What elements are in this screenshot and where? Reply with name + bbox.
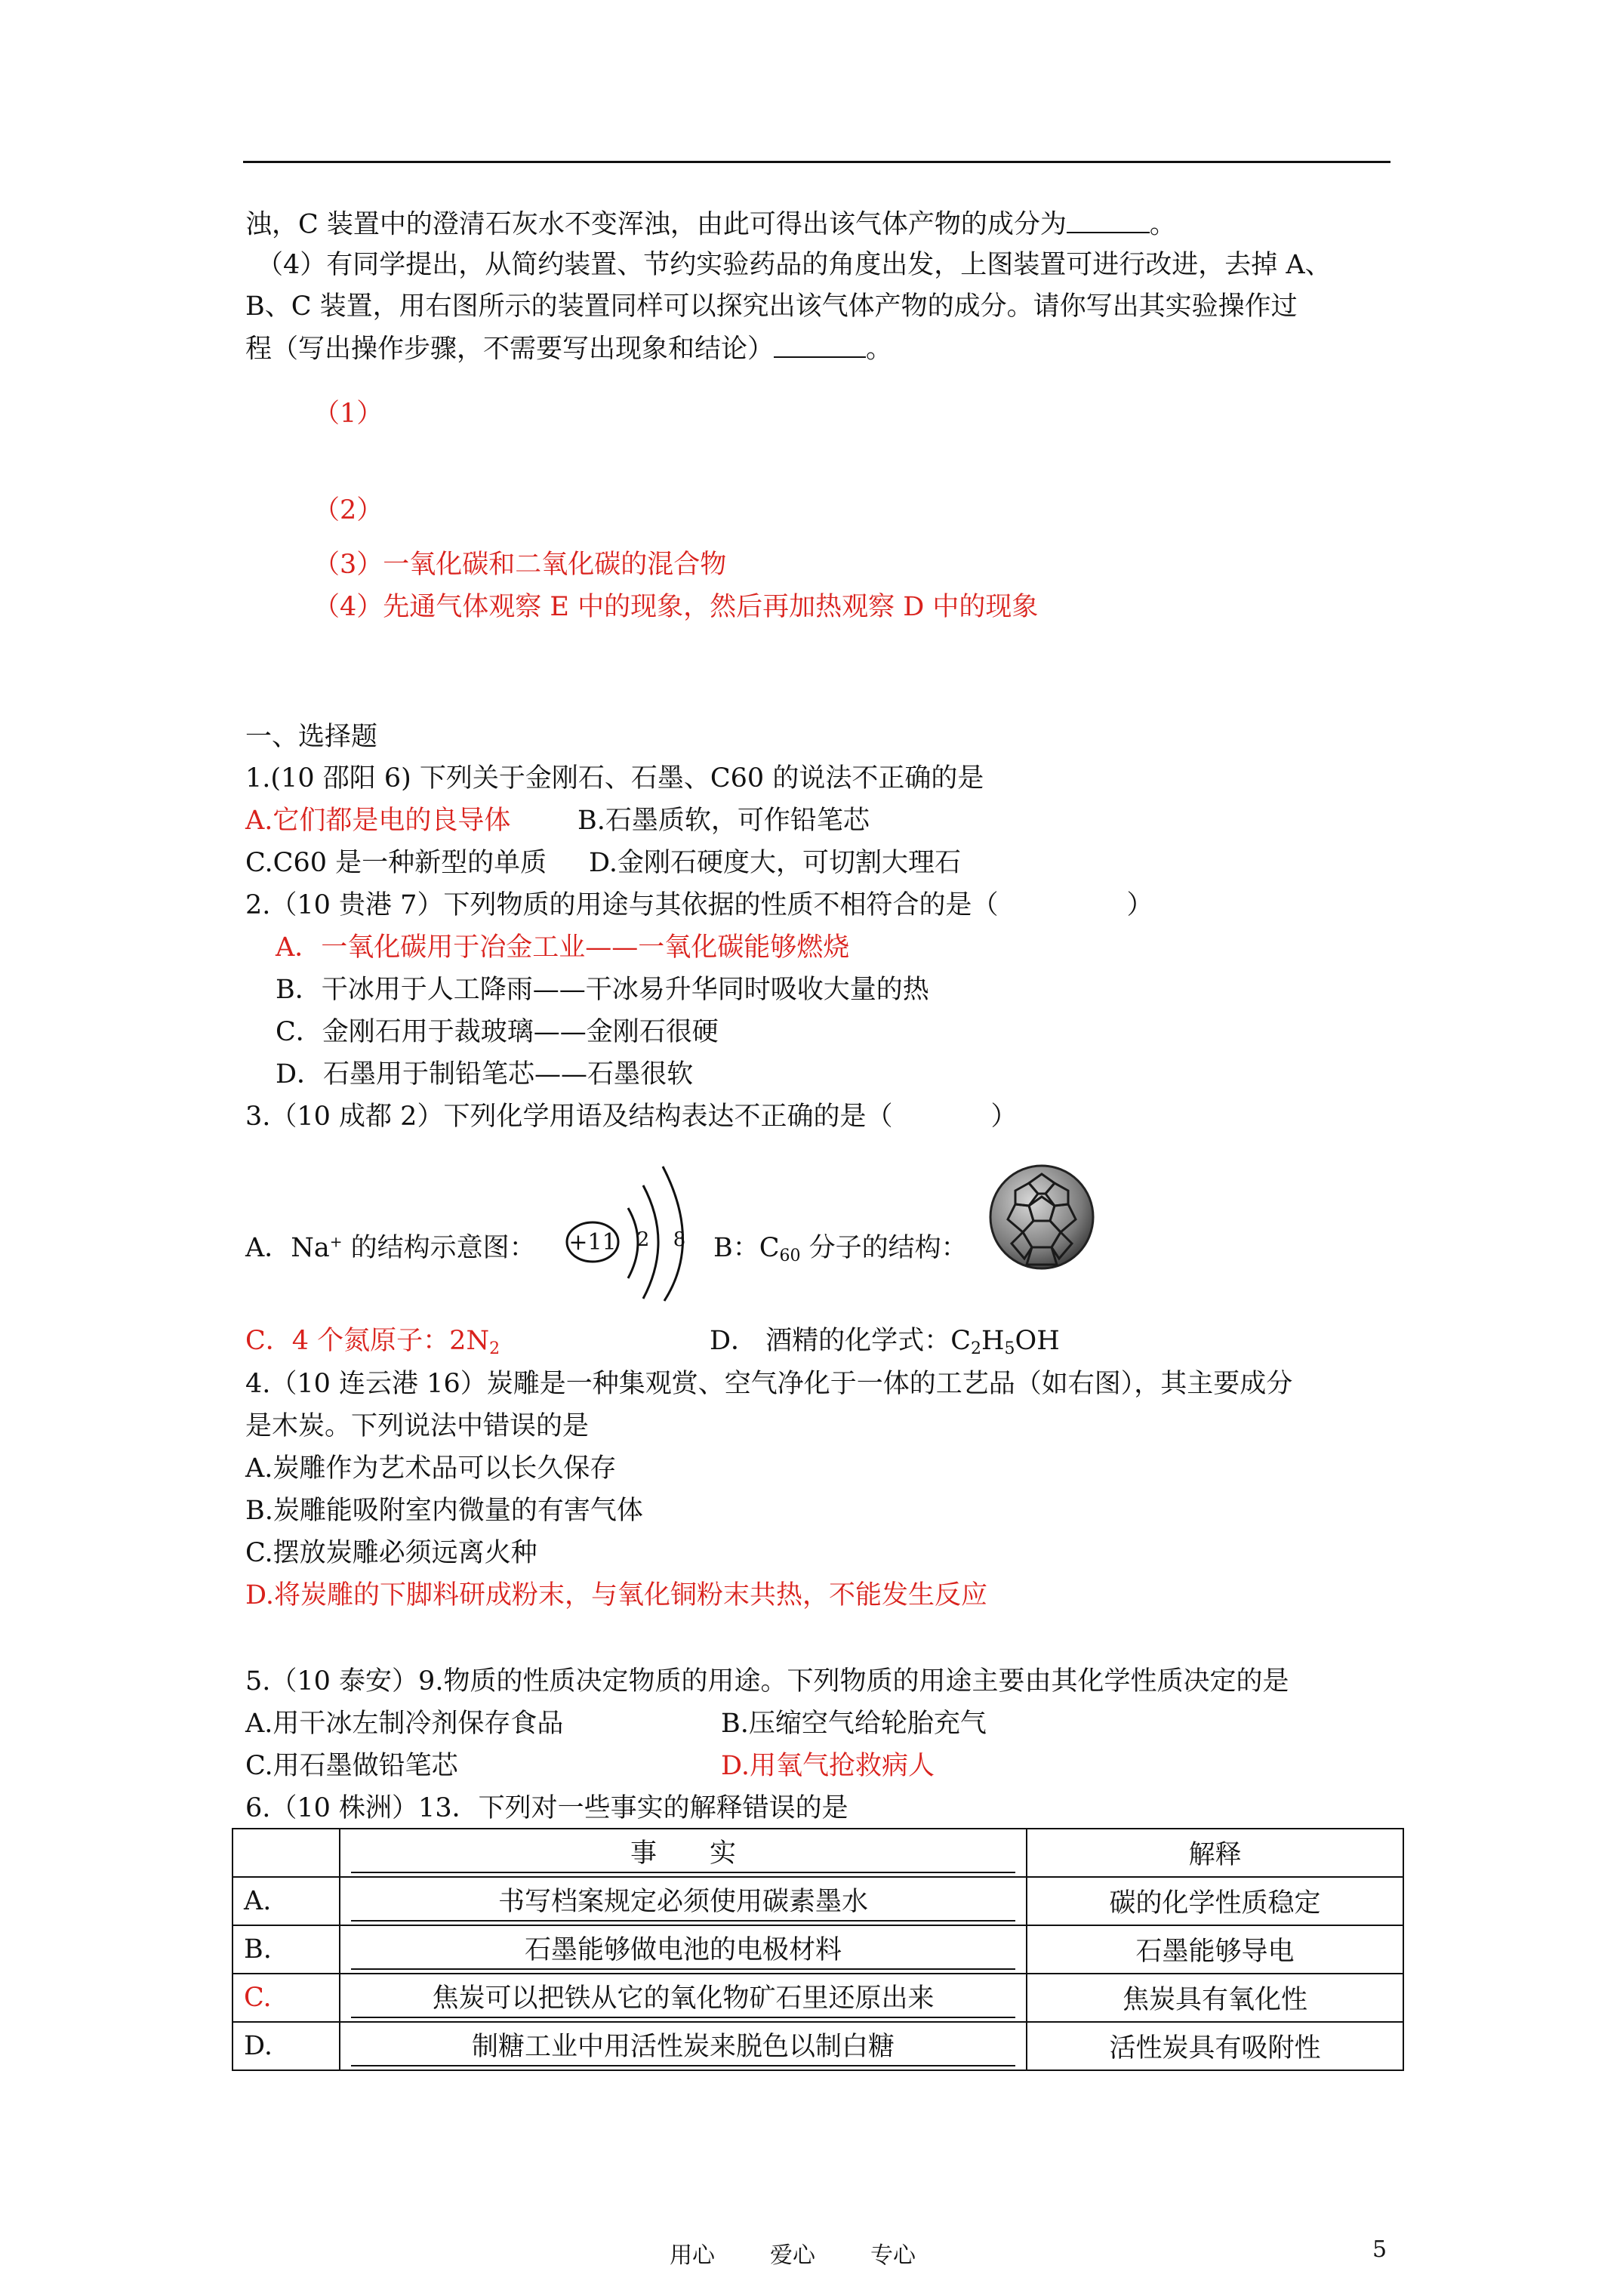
q3-b-suffix: 分子的结构： <box>800 1233 968 1263</box>
q3-a-charge: + <box>329 1232 343 1251</box>
answer-3: （3）一氧化碳和二氧化碳的混合物 <box>313 550 727 580</box>
shell-2-electrons: 8 <box>673 1228 686 1251</box>
row-fact: 石墨能够做电池的电极材料 <box>340 1925 1027 1974</box>
c60-molecule-image <box>985 1160 1098 1274</box>
table-row <box>233 1974 1403 2022</box>
q2-stem-end: ） <box>1126 890 1153 920</box>
row-fact: 制糖工业中用活性炭来脱色以制白糖 <box>340 2022 1027 2070</box>
q3-option-d <box>710 1325 1060 1359</box>
q5-stem: 5.（10 泰安）9.物质的性质决定物质的用途。下列物质的用途主要由其化学性质决定的是 <box>245 1666 1289 1697</box>
q3-c-subscript: 2 <box>489 1339 500 1358</box>
nucleus-label: +11 <box>568 1229 617 1256</box>
answer-blank <box>774 332 866 358</box>
q5-option-c: C.用石墨做铅笔芯 <box>245 1751 458 1781</box>
page-number: 5 <box>1372 2236 1387 2263</box>
table-row <box>233 1877 1403 1925</box>
q3-d-prefix: D． 酒精的化学式：C <box>710 1326 971 1356</box>
q4-stem-line-1: 4.（10 连云港 16）炭雕是一种集观赏、空气净化于一体的工艺品（如右图），其主要成分 <box>245 1369 1293 1399</box>
q2-option-d: D．石墨用于制铅笔芯——石墨很软 <box>276 1059 694 1089</box>
row-fact: 书写档案规定必须使用碳素墨水 <box>340 1877 1027 1925</box>
q1-option-b: B.石墨质软，可作铅笔芯 <box>577 806 870 836</box>
q2-option-c: C．金刚石用于裁玻璃——金刚石很硬 <box>276 1017 719 1047</box>
q3-b-subscript: 60 <box>779 1247 801 1265</box>
q4-option-b: B.炭雕能吸附室内微量的有害气体 <box>245 1496 643 1526</box>
facts-table <box>232 1828 1404 2071</box>
row-label: B. <box>233 1925 340 1974</box>
q3-stem-end: ） <box>990 1102 1018 1132</box>
footer-left: 用心 <box>670 2242 715 2269</box>
q1-option-a: A.它们都是电的良导体 <box>245 806 511 836</box>
row-label: A. <box>233 1877 340 1925</box>
q4-option-a: A.炭雕作为艺术品可以长久保存 <box>245 1453 617 1484</box>
q4-stem-line-2: 是木炭。下列说法中错误的是 <box>245 1411 590 1441</box>
q3-d-sub2: 5 <box>1004 1339 1015 1358</box>
row-reason: 石墨能够导电 <box>1027 1925 1403 1974</box>
q6-stem: 6.（10 株洲）13．下列对一些事实的解释错误的是 <box>245 1793 848 1823</box>
intro-line-3: B、C 装置，用右图所示的装置同样可以探究出该气体产物的成分。请你写出其实验操作过 <box>245 291 1298 322</box>
q3-option-b <box>713 1232 968 1266</box>
answer-blank <box>1067 208 1150 233</box>
intro-line-4 <box>245 332 892 365</box>
intro-line-1-text: 浊，C 装置中的澄清石灰水不变浑浊，由此可得出该气体产物的成分为 <box>245 209 1067 240</box>
q4-option-c: C.摆放炭雕必须远离火种 <box>245 1538 537 1568</box>
table-row <box>233 2022 1403 2070</box>
q5-option-d: D.用氧气抢救病人 <box>721 1751 935 1781</box>
na-ion-structure-diagram <box>559 1151 710 1302</box>
intro-line-2: （4）有同学提出，从简约装置、节约实验药品的角度出发，上图装置可进行改进，去掉 A、 <box>257 250 1332 280</box>
q2-stem-text: 2.（10 贵港 7）下列物质的用途与其依据的性质不相符合的是（ <box>245 890 999 920</box>
q5-option-a: A.用干冰左制冷剂保存食品 <box>245 1709 564 1739</box>
q3-d-suffix: OH <box>1015 1326 1060 1356</box>
q3-c-prefix: C．4 个氮原子：2N <box>245 1326 490 1356</box>
footer-mid: 爱心 <box>770 2242 815 2269</box>
answer-4: （4）先通气体观察 E 中的现象，然后再加热观察 D 中的现象 <box>313 592 1039 622</box>
answer-2: （2） <box>313 495 383 525</box>
q4-option-d: D.将炭雕的下脚料研成粉末，与氧化铜粉末共热，不能发生反应 <box>245 1580 987 1610</box>
q1-option-c: C.C60 是一种新型的单质 <box>245 848 547 878</box>
q5-option-b: B.压缩空气给轮胎充气 <box>721 1709 987 1739</box>
q3-option-c <box>245 1325 500 1359</box>
q1-option-d: D.金刚石硬度大，可切割大理石 <box>589 848 961 878</box>
shell-1-electrons: 2 <box>636 1228 650 1251</box>
footer-right: 专心 <box>870 2242 916 2269</box>
q3-d-mid: H <box>981 1326 1005 1356</box>
table-header-reason: 解释 <box>1027 1829 1403 1877</box>
table-header-fact: 事 实 <box>340 1829 1027 1877</box>
table-header-cell <box>233 1829 340 1877</box>
q3-stem-text: 3.（10 成都 2）下列化学用语及结构表达不正确的是（ <box>245 1102 893 1132</box>
q3-a-prefix: A．Na <box>245 1233 330 1263</box>
intro-line-1 <box>245 208 1176 241</box>
row-label: C. <box>233 1974 340 2022</box>
table-header-row <box>233 1829 1403 1877</box>
table-row <box>233 1925 1403 1974</box>
q3-stem <box>245 1101 1017 1133</box>
row-label: D. <box>233 2022 340 2070</box>
answer-1: （1） <box>313 399 383 429</box>
q3-option-a <box>245 1232 536 1264</box>
q2-option-a: A．一氧化碳用于冶金工业——一氧化碳能够燃烧 <box>276 932 850 963</box>
intro-line-4-text: 程（写出操作步骤，不需要写出现象和结论） <box>245 334 775 365</box>
row-reason: 碳的化学性质稳定 <box>1027 1877 1403 1925</box>
intro-line-1-end: 。 <box>1149 209 1176 240</box>
row-fact: 焦炭可以把铁从它的氧化物矿石里还原出来 <box>340 1974 1027 2022</box>
q3-b-prefix: B：C <box>713 1233 780 1263</box>
header-rule <box>243 161 1390 163</box>
intro-line-4-end: 。 <box>866 334 893 365</box>
q2-stem <box>245 889 1153 921</box>
q1-stem: 1.(10 邵阳 6) 下列关于金刚石、石墨、C60 的说法不正确的是 <box>245 763 984 794</box>
q3-a-suffix: 的结构示意图： <box>342 1233 536 1263</box>
row-reason: 活性炭具有吸附性 <box>1027 2022 1403 2070</box>
section-title: 一、选择题 <box>245 722 378 752</box>
q2-option-b: B．干冰用于人工降雨——干冰易升华同时吸收大量的热 <box>276 975 929 1005</box>
row-reason: 焦炭具有氧化性 <box>1027 1974 1403 2022</box>
q3-d-sub1: 2 <box>970 1339 981 1358</box>
